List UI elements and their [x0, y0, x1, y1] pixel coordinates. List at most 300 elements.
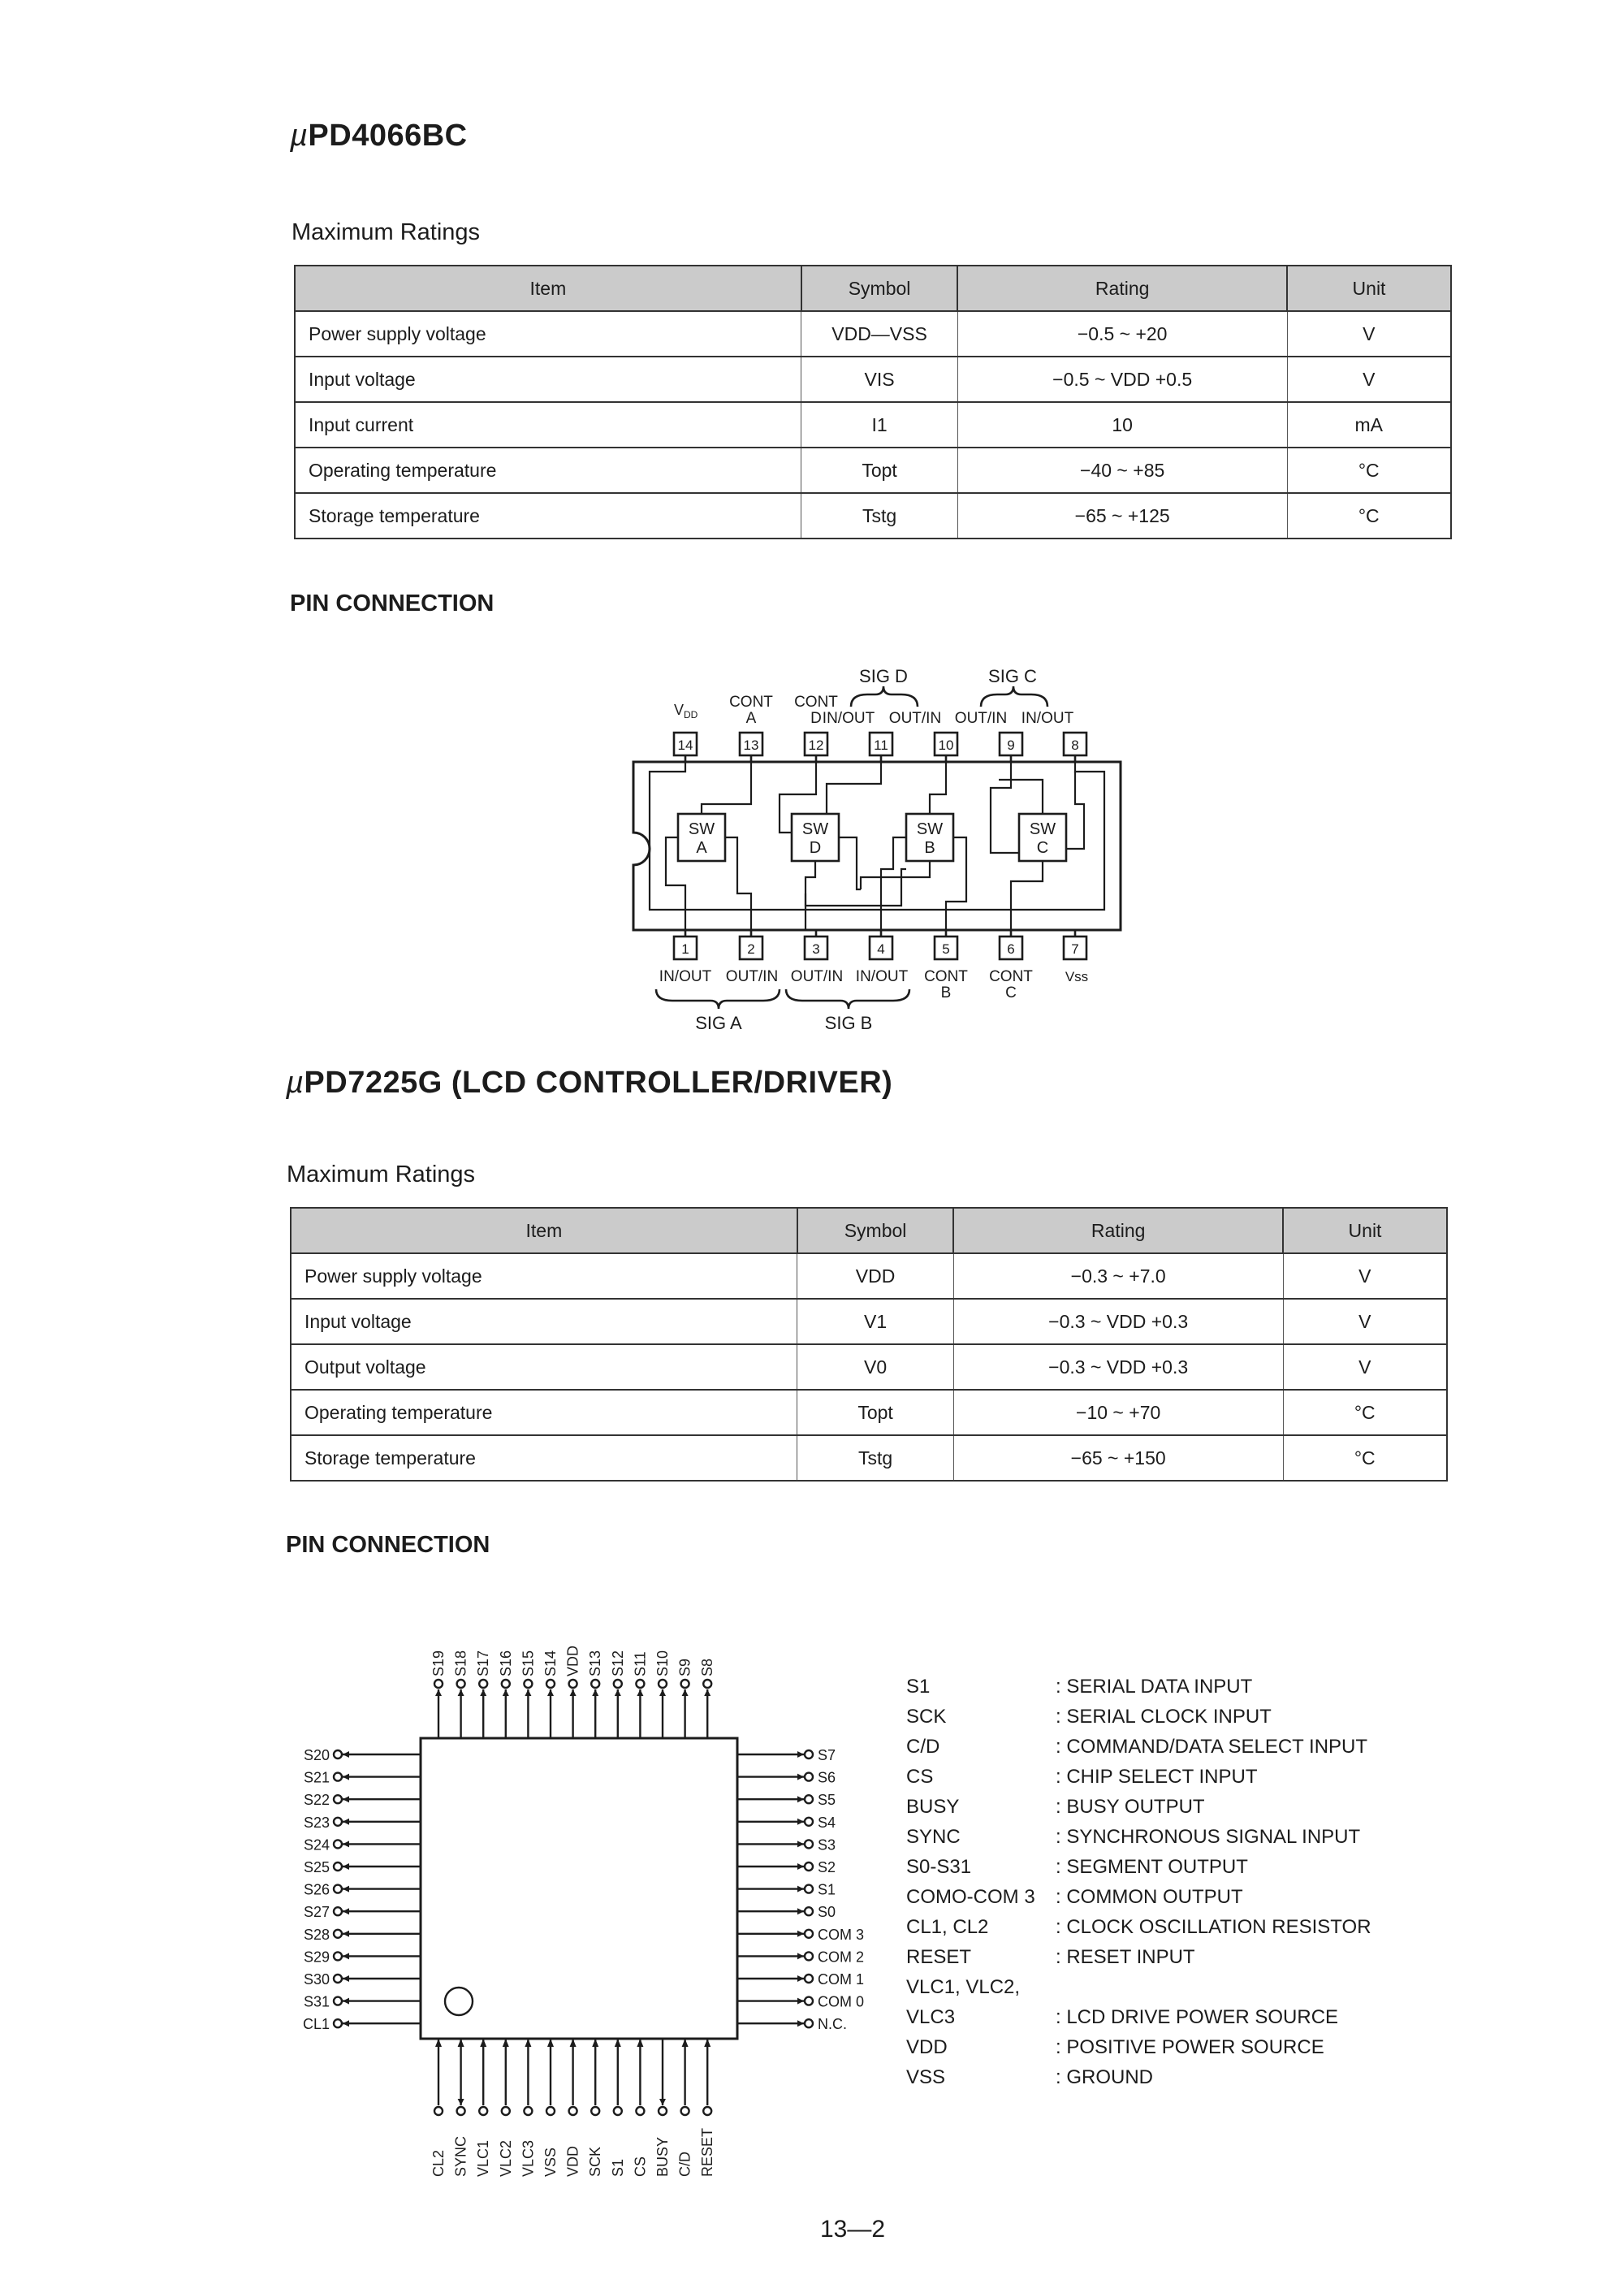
- sig-d-brace: [851, 686, 918, 707]
- legend-term: RESET: [906, 1945, 972, 1968]
- pin-12: 12: [808, 738, 824, 753]
- arrow-icon: [435, 1689, 442, 1696]
- svg-text:A: A: [696, 839, 707, 857]
- legend-row: [906, 1822, 1371, 1852]
- arrow-icon: [797, 1819, 804, 1825]
- pin-terminal: [703, 1680, 711, 1688]
- pin-terminal: [591, 2107, 599, 2115]
- pin-terminal: [591, 1680, 599, 1688]
- legend-row: [906, 1912, 1371, 1942]
- pin-label: S13: [587, 1650, 604, 1676]
- pin-label: VLC1: [475, 2139, 492, 2177]
- arrow-icon: [797, 1998, 804, 2005]
- cell-item: Power supply voltage: [295, 311, 801, 357]
- pin-terminal: [569, 1680, 577, 1688]
- cell-unit: V: [1287, 357, 1451, 402]
- pin-terminal: [502, 1680, 510, 1688]
- pin-terminal: [805, 1907, 813, 1915]
- legend-term: C/D: [906, 1735, 940, 1758]
- table-row: [291, 1253, 1447, 1299]
- pin-terminal: [614, 2107, 622, 2115]
- pin-label: S31: [303, 1993, 330, 2010]
- pin-terminal: [334, 1907, 342, 1915]
- legend-desc: : CHIP SELECT INPUT: [1056, 1765, 1258, 1788]
- pin-label: S0: [818, 1904, 836, 1921]
- legend-row: [906, 1792, 1371, 1822]
- arrow-icon: [797, 2020, 804, 2027]
- arrow-icon: [797, 1931, 804, 1937]
- pin-terminal: [805, 1997, 813, 2005]
- pin-diagram-4066: [617, 650, 1137, 1040]
- arrow-icon: [797, 1908, 804, 1914]
- top-io-8: IN/OUT: [1021, 710, 1074, 727]
- cell-unit: V: [1283, 1344, 1447, 1390]
- pin-label: VDD: [564, 2145, 581, 2177]
- legend-row: [906, 2002, 1371, 2032]
- pin-terminal: [681, 1680, 689, 1688]
- cell-unit: °C: [1283, 1435, 1447, 1481]
- pin-terminal: [805, 1773, 813, 1781]
- col-header-symbol: Symbol: [801, 266, 958, 311]
- col-header-rating: Rating: [953, 1208, 1283, 1253]
- page-number: 13—2: [820, 2216, 886, 2243]
- arrow-icon: [797, 1863, 804, 1870]
- pin-label: S25: [303, 1859, 330, 1875]
- legend-desc: : SEGMENT OUTPUT: [1056, 1855, 1248, 1878]
- arrow-icon: [797, 1953, 804, 1959]
- legend-row: [906, 2062, 1371, 2092]
- cell-symbol: Tstg: [797, 1435, 954, 1481]
- pin-label: S12: [609, 1650, 626, 1676]
- pin-terminal: [524, 1680, 532, 1688]
- cell-item: Operating temperature: [295, 448, 801, 493]
- pin-terminal: [334, 1930, 342, 1938]
- pin-terminal: [805, 1818, 813, 1826]
- arrow-icon: [525, 1689, 531, 1696]
- arrow-icon: [480, 1689, 486, 1696]
- pin-terminal: [805, 1885, 813, 1893]
- top-pin-row: [674, 733, 1086, 755]
- arrow-icon: [615, 1689, 621, 1696]
- pin-label: S14: [542, 1650, 559, 1676]
- table-row: [295, 493, 1451, 539]
- pin-2: 2: [747, 941, 755, 957]
- cell-rating: −10 ~ +70: [953, 1390, 1283, 1435]
- pin-label: S3: [818, 1836, 836, 1854]
- switch-d: [792, 814, 839, 861]
- arrow-icon: [343, 1931, 349, 1937]
- max-ratings-heading-1: Maximum Ratings: [292, 219, 481, 245]
- legend-row: [906, 1762, 1371, 1792]
- vss-label: Vss: [1065, 969, 1089, 984]
- legend-term: CS: [906, 1765, 934, 1788]
- legend-desc: : CLOCK OSCILLATION RESISTOR: [1056, 1915, 1371, 1938]
- pin-connection-heading-1: PIN CONNECTION: [290, 590, 495, 616]
- pin-terminal: [805, 2019, 813, 2027]
- cont-b-label: CONT B: [924, 968, 968, 1001]
- pin-1: 1: [681, 941, 689, 957]
- pin-label: COM 1: [818, 1971, 865, 1988]
- legend-term: S1: [906, 1675, 931, 1698]
- pin-terminal: [524, 2107, 532, 2115]
- cell-rating: −65 ~ +150: [953, 1435, 1283, 1481]
- cell-unit: V: [1287, 311, 1451, 357]
- pin-terminal: [334, 1840, 342, 1848]
- pin-label: SCK: [587, 2146, 604, 2177]
- pin-terminal: [434, 1680, 443, 1688]
- pin-4: 4: [877, 941, 885, 957]
- table-row: [291, 1344, 1447, 1390]
- col-header-rating: Rating: [957, 266, 1287, 311]
- legend-term: BUSY: [906, 1795, 960, 1818]
- arrow-icon: [343, 1975, 349, 1982]
- svg-text:C: C: [1036, 839, 1049, 857]
- pin-label: S22: [303, 1792, 330, 1809]
- pin-label: C/D: [676, 2152, 693, 2177]
- arrow-icon: [343, 1886, 349, 1893]
- pin-5: 5: [942, 941, 950, 957]
- legend-term: SCK: [906, 1705, 947, 1728]
- arrow-icon: [570, 1689, 577, 1696]
- pin-terminal: [457, 2107, 465, 2115]
- cell-rating: −0.5 ~ VDD +0.5: [957, 357, 1287, 402]
- legend-term: VSS: [906, 2066, 946, 2088]
- pin-label: S15: [520, 1650, 537, 1676]
- top-io-9: OUT/IN: [954, 710, 1008, 727]
- cell-unit: V: [1283, 1253, 1447, 1299]
- cell-symbol: V0: [797, 1344, 954, 1390]
- pin-terminal: [805, 1952, 813, 1960]
- pin-10: 10: [938, 738, 954, 753]
- cell-item: Operating temperature: [291, 1390, 797, 1435]
- pin-terminal: [659, 1680, 667, 1688]
- pin-label: S10: [654, 1650, 671, 1676]
- sig-b-label: SIG B: [824, 1013, 873, 1033]
- arrow-icon: [343, 1841, 349, 1847]
- cell-item: Storage temperature: [295, 493, 801, 539]
- bottom-io-3: OUT/IN: [790, 968, 844, 985]
- legend-row: [906, 1672, 1371, 1702]
- legend-term: SYNC: [906, 1825, 961, 1848]
- sig-a-brace: [656, 989, 780, 1009]
- pin-terminal: [334, 1795, 342, 1803]
- pin-terminal: [569, 2107, 577, 2115]
- legend-row: [906, 1852, 1371, 1882]
- arrow-icon: [458, 1689, 464, 1696]
- cell-symbol: VIS: [801, 357, 958, 402]
- bottom-io-1: IN/OUT: [659, 968, 712, 985]
- cont-c-label: CONT C: [989, 968, 1033, 1001]
- cell-symbol: Tstg: [801, 493, 958, 539]
- cell-unit: °C: [1287, 493, 1451, 539]
- chip-body-7225: [421, 1738, 737, 2039]
- arrow-icon: [797, 1796, 804, 1802]
- sig-d-label: SIG D: [859, 666, 908, 686]
- legend-row: [906, 1732, 1371, 1762]
- legend-term: COMO-COM 3: [906, 1885, 1035, 1908]
- pin-terminal: [546, 1680, 555, 1688]
- pin-label: S5: [818, 1792, 836, 1809]
- legend-desc: : GROUND: [1056, 2066, 1153, 2088]
- pin1-marker: [445, 1988, 473, 2015]
- pin-terminal: [805, 1930, 813, 1938]
- pin-label: VLC3: [520, 2139, 537, 2177]
- pin-label: RESET: [699, 2127, 716, 2177]
- col-header-unit: Unit: [1287, 266, 1451, 311]
- pin-label: S9: [676, 1658, 693, 1676]
- arrow-icon: [797, 1841, 804, 1847]
- pin-terminal: [479, 1680, 487, 1688]
- cell-item: Input current: [295, 402, 801, 448]
- pin-terminal: [805, 1840, 813, 1848]
- legend-row: [906, 1882, 1371, 1912]
- pin-label: S20: [303, 1747, 330, 1763]
- pin-terminal: [636, 2107, 644, 2115]
- pin-label: COM 3: [818, 1926, 865, 1943]
- legend-row: [906, 2032, 1371, 2062]
- pin-label: S24: [303, 1836, 330, 1854]
- pin-terminal: [659, 2107, 667, 2115]
- cell-item: Input voltage: [291, 1299, 797, 1344]
- pin-terminal: [502, 2107, 510, 2115]
- cont-d-label: CONT D: [794, 694, 838, 727]
- pin-terminal: [805, 1750, 813, 1758]
- pin-label: S26: [303, 1881, 330, 1898]
- legend-term: VDD: [906, 2035, 948, 2058]
- pin-label: S28: [303, 1926, 330, 1943]
- arrow-icon: [659, 1689, 666, 1696]
- cell-item: Input voltage: [295, 357, 801, 402]
- pin-terminal: [614, 1680, 622, 1688]
- legend-desc: : RESET INPUT: [1056, 1945, 1195, 1968]
- legend-desc: : COMMAND/DATA SELECT INPUT: [1056, 1735, 1368, 1758]
- pin-8: 8: [1071, 738, 1079, 753]
- pin-label: S16: [497, 1650, 514, 1676]
- arrow-icon: [343, 1908, 349, 1914]
- table-row: [295, 357, 1451, 402]
- pin-11: 11: [874, 738, 888, 753]
- table-row: [291, 1299, 1447, 1344]
- switch-c: [1019, 814, 1066, 861]
- svg-text:SW: SW: [801, 820, 829, 838]
- cell-symbol: I1: [801, 402, 958, 448]
- bottom-io-2: OUT/IN: [725, 968, 779, 985]
- pin-13: 13: [743, 738, 759, 753]
- table-row: [295, 402, 1451, 448]
- switch-b: [906, 814, 953, 861]
- pin-terminal: [334, 1885, 342, 1893]
- cell-symbol: Topt: [801, 448, 958, 493]
- pin-terminal: [334, 2019, 342, 2027]
- cell-rating: −0.3 ~ VDD +0.3: [953, 1299, 1283, 1344]
- pin-label: VDD: [564, 1645, 581, 1676]
- cell-unit: mA: [1287, 402, 1451, 448]
- arrow-icon: [797, 1774, 804, 1780]
- arrow-icon: [343, 2020, 349, 2027]
- legend-desc: : POSITIVE POWER SOURCE: [1056, 2035, 1324, 2058]
- svg-text:D: D: [809, 839, 822, 857]
- sig-b-brace: [786, 989, 909, 1009]
- cont-a-label: CONT A: [729, 694, 773, 727]
- pin-terminal: [703, 2107, 711, 2115]
- arrow-icon: [503, 1689, 509, 1696]
- legend-row: [906, 1942, 1371, 1972]
- pin-label: S1: [818, 1881, 836, 1898]
- col-header-symbol: Symbol: [797, 1208, 954, 1253]
- legend-term: CL1, CL2: [906, 1915, 989, 1938]
- cell-unit: V: [1283, 1299, 1447, 1344]
- pin-terminal: [546, 2107, 555, 2115]
- cell-unit: °C: [1283, 1390, 1447, 1435]
- pin-terminal: [636, 1680, 644, 1688]
- pin-terminal: [479, 2107, 487, 2115]
- pin-6: 6: [1007, 941, 1015, 957]
- table-row: [295, 311, 1451, 357]
- pin-label: S7: [818, 1747, 836, 1763]
- pin-label: S18: [452, 1650, 469, 1676]
- pin-terminal: [334, 1975, 342, 1983]
- pin-label: S4: [818, 1814, 836, 1831]
- arrow-icon: [797, 1886, 804, 1893]
- part-title-4066: µPD4066BC: [290, 119, 468, 153]
- pin-terminal: [805, 1862, 813, 1871]
- table-row: [291, 1435, 1447, 1481]
- col-header-item: Item: [291, 1208, 797, 1253]
- cell-item: Power supply voltage: [291, 1253, 797, 1299]
- arrow-icon: [592, 1689, 598, 1696]
- pin-label: N.C.: [818, 2016, 847, 2033]
- svg-text:B: B: [924, 839, 935, 857]
- legend-term: VLC1, VLC2,: [906, 1975, 1021, 1998]
- cell-rating: 10: [957, 402, 1287, 448]
- arrow-icon: [797, 1975, 804, 1982]
- legend-desc: : BUSY OUTPUT: [1056, 1795, 1205, 1818]
- top-io-10: OUT/IN: [888, 710, 942, 727]
- cell-symbol: V1: [797, 1299, 954, 1344]
- cell-item: Output voltage: [291, 1344, 797, 1390]
- cell-rating: −0.3 ~ +7.0: [953, 1253, 1283, 1299]
- pin-label: S17: [475, 1650, 492, 1676]
- pin-7: 7: [1071, 941, 1079, 957]
- pin-terminal: [434, 2107, 443, 2115]
- cell-symbol: Topt: [797, 1390, 954, 1435]
- max-ratings-table-1: [294, 265, 1452, 539]
- pin-terminal: [457, 1680, 465, 1688]
- pin-label: CL2: [430, 2149, 447, 2177]
- pin-label: S27: [303, 1904, 330, 1921]
- pin-label: CS: [632, 2156, 649, 2177]
- pin-14: 14: [677, 738, 693, 753]
- pin-legend: [906, 1672, 1371, 2092]
- legend-desc: : LCD DRIVE POWER SOURCE: [1056, 2005, 1339, 2028]
- pin-label: S2: [818, 1859, 836, 1875]
- cell-rating: −40 ~ +85: [957, 448, 1287, 493]
- pin-label: VLC2: [497, 2139, 514, 2177]
- arrow-icon: [797, 1751, 804, 1758]
- pin-label: VSS: [542, 2147, 559, 2177]
- max-ratings-table-2: [290, 1207, 1448, 1482]
- pin-3: 3: [812, 941, 820, 957]
- arrow-icon: [343, 1863, 349, 1870]
- svg-text:SW: SW: [688, 820, 715, 838]
- arrow-icon: [637, 1689, 643, 1696]
- arrow-icon: [343, 1998, 349, 2005]
- switch-a: [678, 814, 725, 861]
- svg-text:SW: SW: [916, 820, 944, 838]
- top-io-11: IN/OUT: [822, 710, 875, 727]
- legend-desc: : SERIAL DATA INPUT: [1056, 1675, 1253, 1698]
- pin-label: S23: [303, 1814, 330, 1831]
- legend-term: S0-S31: [906, 1855, 972, 1878]
- pin-diagram-7225: [284, 1608, 885, 2193]
- arrow-icon: [659, 2099, 666, 2105]
- pin-label: BUSY: [654, 2136, 671, 2177]
- cell-symbol: VDD—VSS: [801, 311, 958, 357]
- pin-label: CL1: [302, 2016, 330, 2033]
- arrow-icon: [458, 2099, 464, 2105]
- table-header-row: [295, 266, 1451, 311]
- bottom-pin-row: [674, 937, 1086, 959]
- vdd-label: $V_{DD}$: [674, 702, 698, 720]
- max-ratings-heading-2: Maximum Ratings: [287, 1161, 476, 1187]
- arrow-icon: [547, 1689, 554, 1696]
- arrow-icon: [343, 1819, 349, 1825]
- pin-label: S19: [430, 1650, 447, 1676]
- pin-terminal: [334, 1997, 342, 2005]
- arrow-icon: [343, 1796, 349, 1802]
- pin-label: S21: [303, 1769, 330, 1786]
- col-header-item: Item: [295, 266, 801, 311]
- cell-rating: −0.3 ~ VDD +0.3: [953, 1344, 1283, 1390]
- legend-desc: : SERIAL CLOCK INPUT: [1056, 1705, 1272, 1728]
- pin-terminal: [334, 1750, 342, 1758]
- part-title-7225: µPD7225G (LCD CONTROLLER/DRIVER): [286, 1066, 893, 1100]
- col-header-unit: Unit: [1283, 1208, 1447, 1253]
- pin-terminal: [334, 1818, 342, 1826]
- pin-label: S29: [303, 1949, 330, 1966]
- legend-desc: : SYNCHRONOUS SIGNAL INPUT: [1056, 1825, 1361, 1848]
- table-header-row: [291, 1208, 1447, 1253]
- pin-terminal: [805, 1795, 813, 1803]
- svg-text:SW: SW: [1029, 820, 1056, 838]
- arrow-icon: [343, 1953, 349, 1959]
- cell-rating: −65 ~ +125: [957, 493, 1287, 539]
- legend-row: [906, 1702, 1371, 1732]
- pin-label: COM 0: [818, 1993, 865, 2010]
- arrow-icon: [343, 1751, 349, 1758]
- pin-label: S1: [609, 2158, 626, 2177]
- cell-unit: °C: [1287, 448, 1451, 493]
- pin-terminal: [334, 1952, 342, 1960]
- arrow-icon: [343, 1774, 349, 1780]
- pin-terminal: [334, 1773, 342, 1781]
- table-row: [291, 1390, 1447, 1435]
- pin-connection-heading-2: PIN CONNECTION: [286, 1532, 490, 1558]
- arrow-icon: [704, 1689, 710, 1696]
- table-row: [295, 448, 1451, 493]
- pin-label: S11: [632, 1651, 649, 1676]
- pin-label: S30: [303, 1971, 330, 1988]
- legend-desc: : COMMON OUTPUT: [1056, 1885, 1243, 1908]
- pin-terminal: [334, 1862, 342, 1871]
- pin-9: 9: [1007, 738, 1015, 753]
- arrow-icon: [682, 1689, 689, 1696]
- pin-terminal: [805, 1975, 813, 1983]
- legend-row: [906, 1972, 1371, 2002]
- pin-terminal: [681, 2107, 689, 2115]
- sig-a-label: SIG A: [695, 1013, 742, 1033]
- sig-c-brace: [981, 686, 1047, 707]
